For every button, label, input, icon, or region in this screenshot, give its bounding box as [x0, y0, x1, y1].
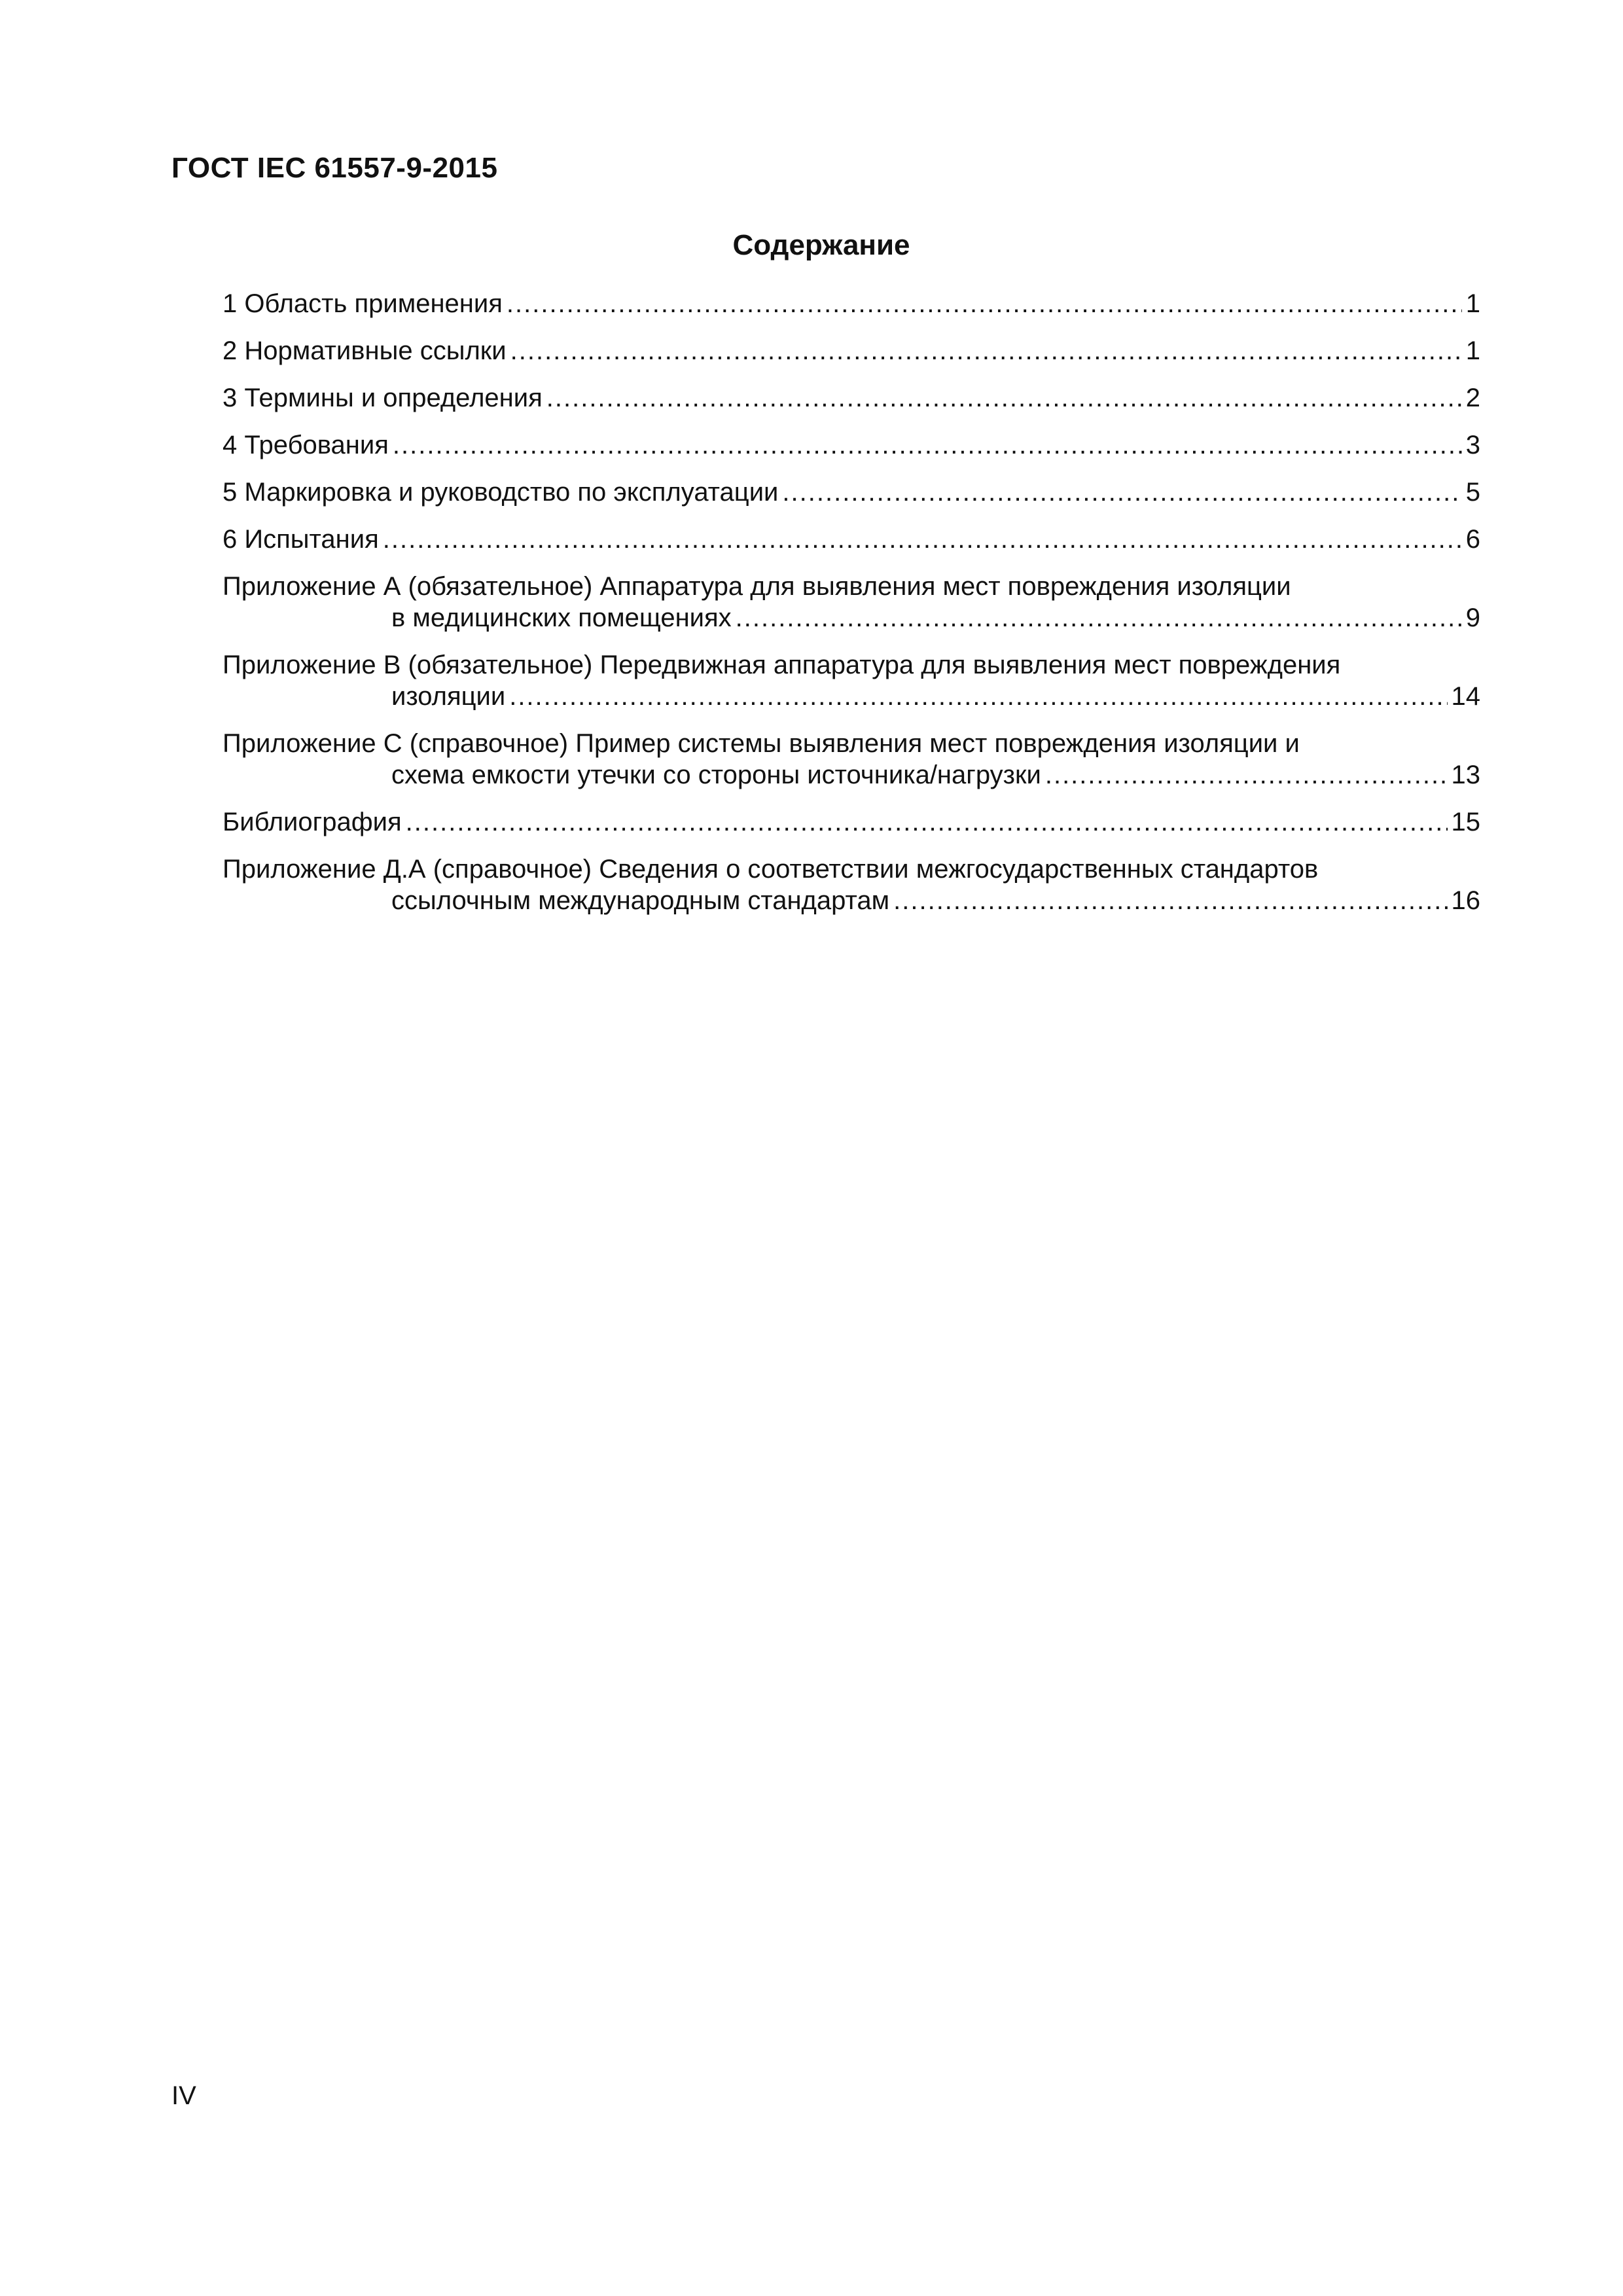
toc-entry-text-cont: в медицинских помещениях	[391, 603, 732, 632]
toc-entry-1[interactable]	[223, 288, 1480, 319]
toc-entry-text: 3 Термины и определения	[223, 384, 543, 412]
toc-entry-text-cont: схема емкости утечки со стороны источника/нагрузки	[391, 761, 1041, 789]
toc-entry-page: 2	[1465, 384, 1480, 412]
toc-entry-page: 9	[1465, 603, 1480, 632]
toc-entry-text: 1 Область применения	[223, 289, 503, 318]
toc-entry-3[interactable]	[223, 382, 1480, 414]
toc-entry-text-cont: ссылочным международным стандартам	[391, 886, 890, 915]
table-of-contents	[223, 288, 1480, 932]
toc-title: Содержание	[732, 229, 910, 261]
toc-entry-page: 15	[1451, 808, 1480, 836]
dot-leader	[507, 288, 1462, 319]
toc-entry-page: 5	[1465, 478, 1480, 507]
toc-entry-annex-c[interactable]	[223, 728, 1480, 791]
toc-entry-page: 6	[1465, 525, 1480, 554]
dot-leader	[736, 602, 1462, 634]
toc-entry-page: 1	[1465, 289, 1480, 318]
toc-entry-text: 5 Маркировка и руководство по эксплуатации	[223, 478, 779, 507]
document-code: ГОСТ IEC 61557-9-2015	[171, 152, 498, 184]
toc-entry-text: 2 Нормативные ссылки	[223, 336, 507, 365]
toc-entry-2[interactable]	[223, 335, 1480, 367]
toc-entry-text: 4 Требования	[223, 431, 389, 459]
toc-entry-4[interactable]	[223, 429, 1480, 461]
dot-leader	[546, 382, 1462, 414]
toc-entry-text: Библиография	[223, 808, 402, 836]
toc-entry-5[interactable]	[223, 476, 1480, 508]
toc-entry-page: 1	[1465, 336, 1480, 365]
toc-entry-text: Приложение А (обязательное) Аппаратура для выявления мест повреждения изоляции	[223, 572, 1291, 601]
dot-leader	[1045, 759, 1448, 791]
toc-entry-text: Приложение В (обязательное) Передвижная аппаратура для выявления мест повреждения	[223, 651, 1341, 679]
toc-entry-page: 14	[1451, 682, 1480, 711]
toc-entry-6[interactable]	[223, 524, 1480, 555]
toc-entry-page: 3	[1465, 431, 1480, 459]
toc-entry-text-cont: изоляции	[391, 682, 506, 711]
dot-leader	[509, 681, 1447, 712]
toc-entry-page: 13	[1451, 761, 1480, 789]
dot-leader	[782, 476, 1461, 508]
dot-leader	[510, 335, 1462, 367]
dot-leader	[383, 524, 1462, 555]
toc-entry-text: Приложение С (справочное) Пример системы выявления мест повреждения изоляции и	[223, 729, 1300, 758]
dot-leader	[406, 806, 1448, 838]
dot-leader	[893, 885, 1447, 916]
toc-entry-annex-a[interactable]	[223, 571, 1480, 634]
page-number: IV	[171, 2081, 196, 2110]
dot-leader	[393, 429, 1462, 461]
toc-entry-annex-b[interactable]	[223, 649, 1480, 712]
toc-entry-annex-da[interactable]	[223, 853, 1480, 916]
toc-entry-text: 6 Испытания	[223, 525, 379, 554]
toc-entry-text: Приложение Д.А (справочное) Сведения о соответствии межгосударственных стандартов	[223, 855, 1319, 884]
toc-entry-bibliography[interactable]	[223, 806, 1480, 838]
toc-entry-page: 16	[1451, 886, 1480, 915]
